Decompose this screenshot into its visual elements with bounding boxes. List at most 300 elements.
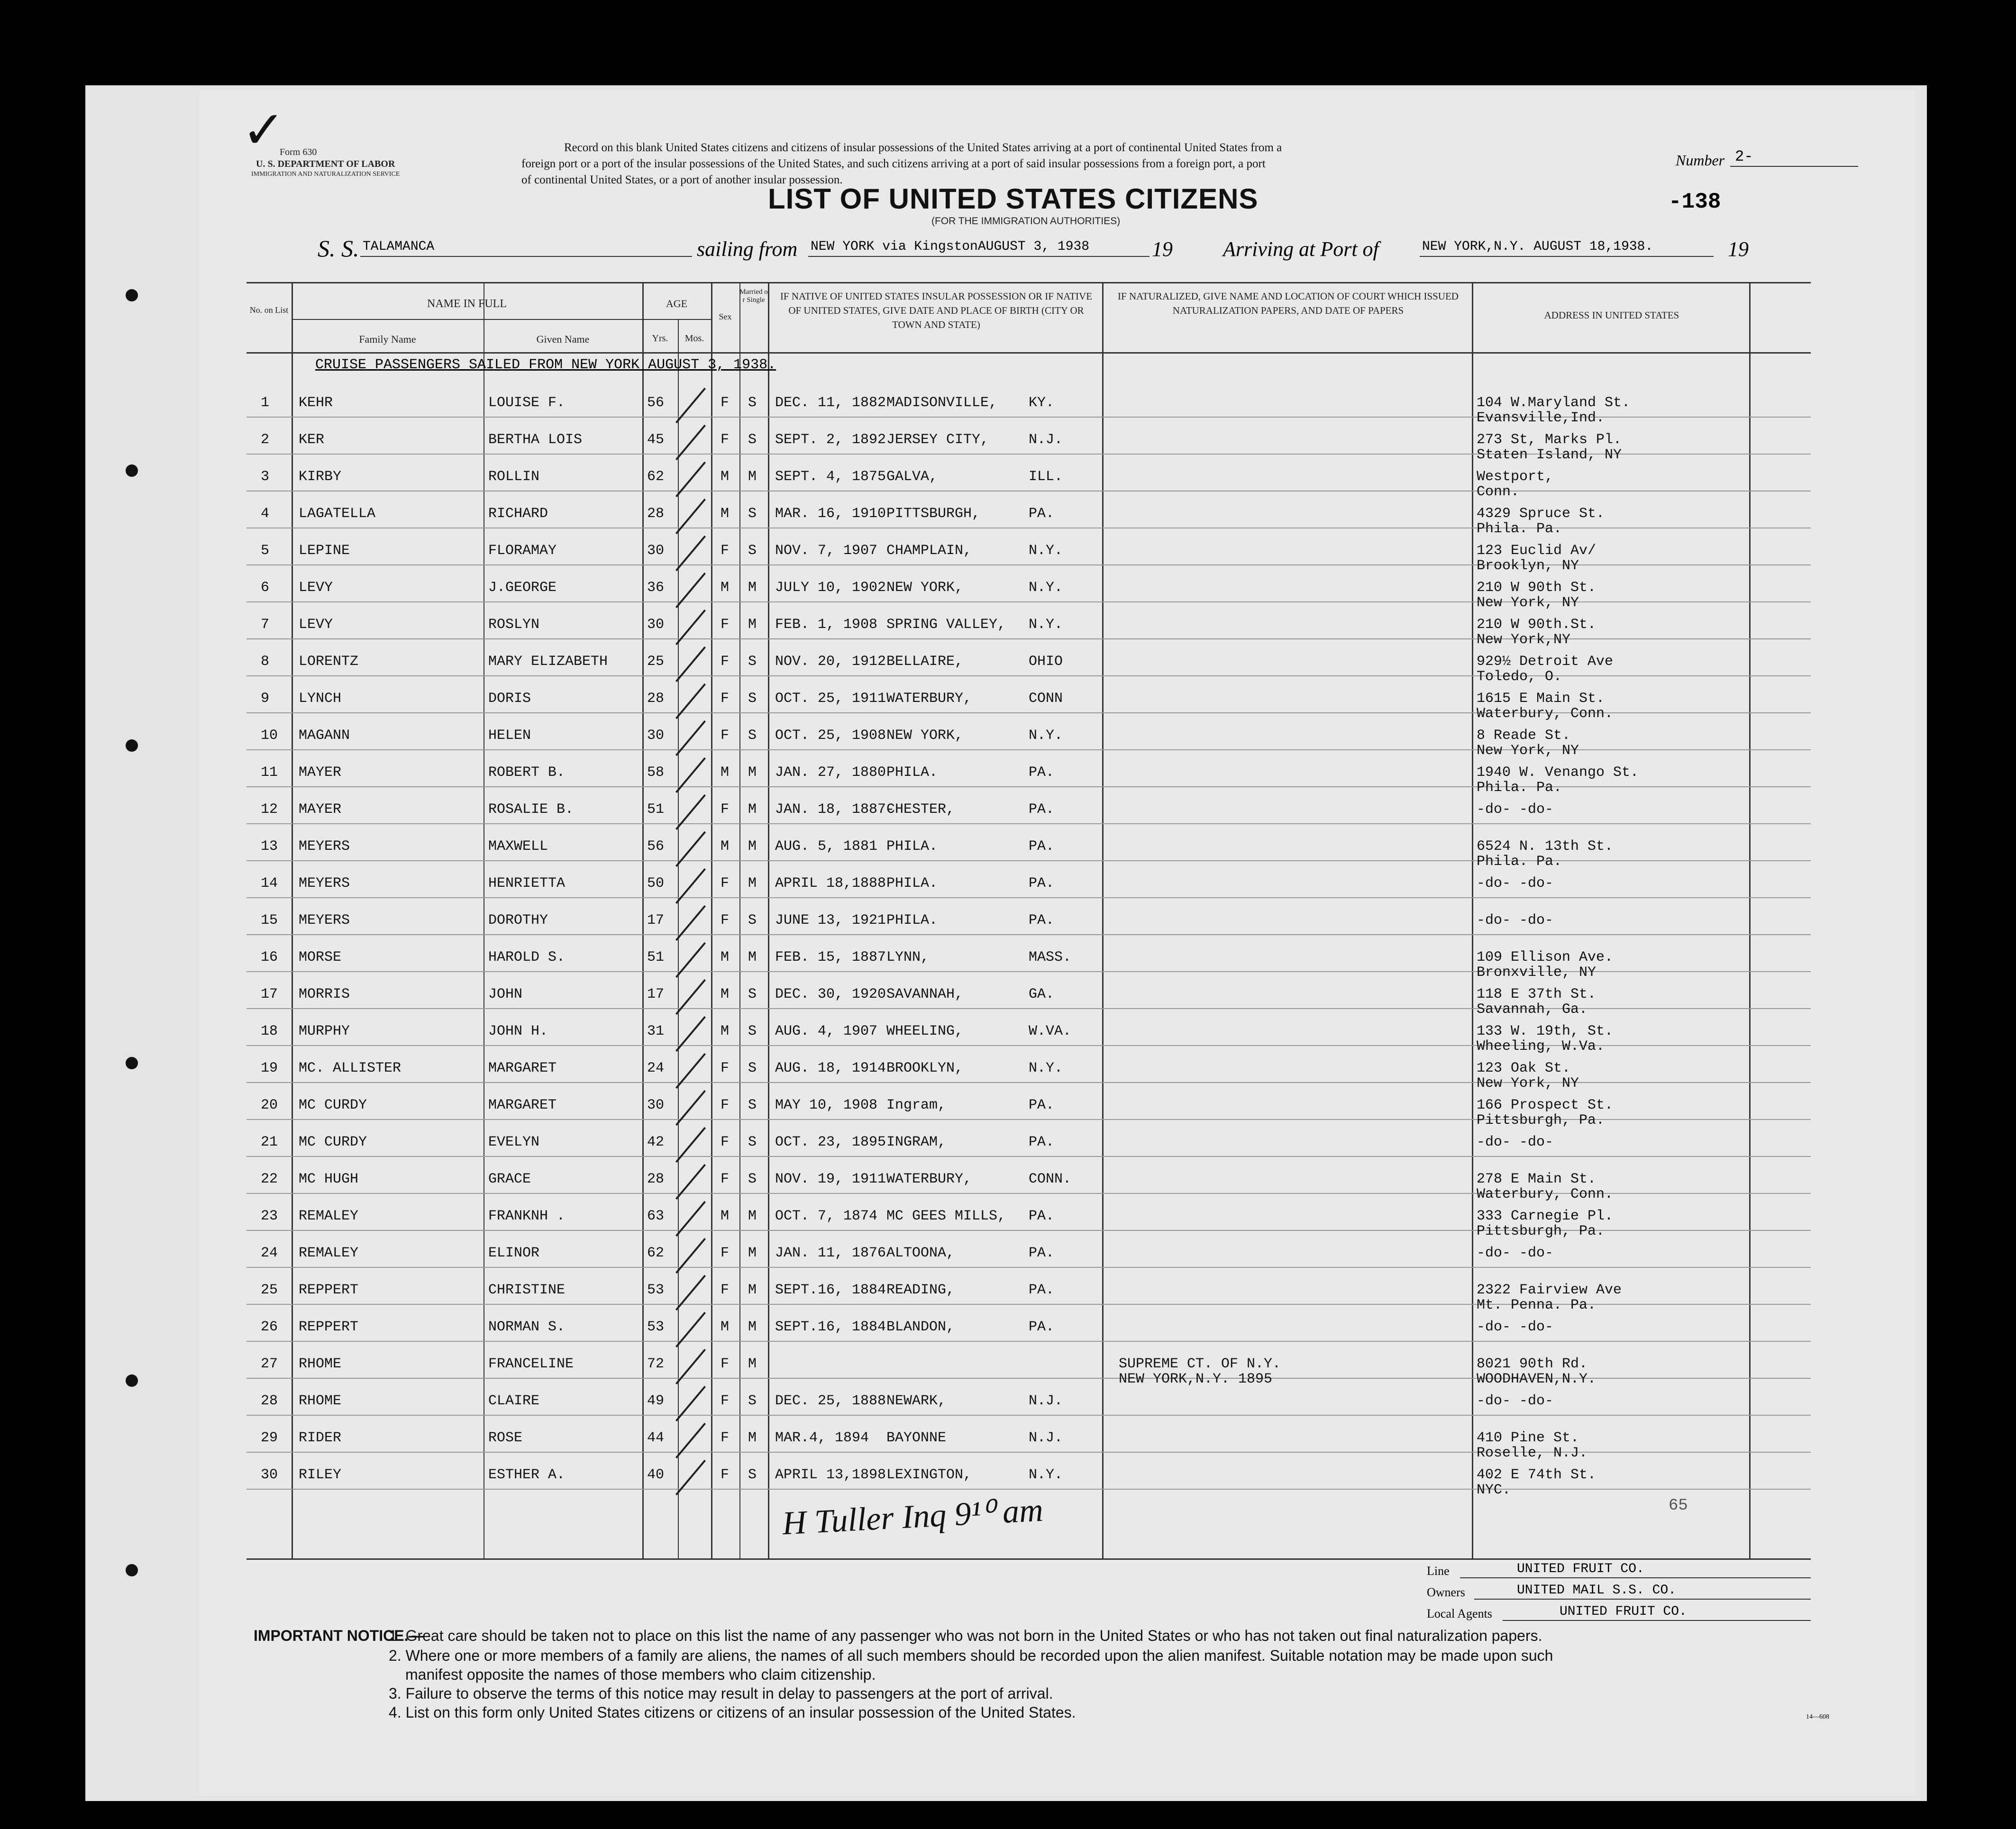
birth-state: KY. — [1029, 395, 1055, 411]
age-years: 45 — [647, 432, 665, 448]
birth-state: PA. — [1029, 764, 1055, 781]
address-line-2: Phila. Pa. — [1477, 854, 1562, 870]
address-line-2: New York, NY — [1477, 595, 1579, 611]
row-number: 11 — [261, 764, 278, 781]
address-line-1: 104 W.Maryland St. — [1477, 395, 1631, 411]
intro-line-1: Record on this blank United States citizens and citizens of insular possessions of the United States arriving at a port of continental United States from a — [564, 141, 1282, 154]
marital-status: S — [748, 395, 757, 411]
family-name: MAGANN — [299, 728, 350, 744]
age-years: 56 — [647, 395, 665, 411]
handwritten-note: H Tuller Inq 9¹⁰ am — [781, 1492, 1044, 1542]
age-years: 25 — [647, 654, 665, 670]
sex: M — [721, 469, 730, 485]
address-line-1: 133 W. 19th, St. — [1477, 1023, 1614, 1039]
birth-state: N.Y. — [1029, 1060, 1063, 1076]
check-tick — [675, 462, 706, 497]
address-line-2: Toledo, O. — [1477, 669, 1562, 685]
col-no: No. on List — [249, 305, 289, 315]
birth-city: LYNN, — [886, 949, 930, 965]
row-number: 26 — [261, 1319, 278, 1335]
check-tick — [675, 1460, 706, 1495]
birth-state: PA. — [1029, 875, 1055, 892]
sex: F — [721, 1467, 730, 1483]
address-line-1: 6524 N. 13th St. — [1477, 838, 1614, 855]
sex: F — [721, 1430, 730, 1446]
birth-state: CONN — [1029, 691, 1063, 707]
row-number: 15 — [261, 912, 278, 928]
birth-city: PHILA. — [886, 875, 938, 892]
birth-city: GALVA, — [886, 469, 938, 485]
address-line-1: 166 Prospect St. — [1477, 1097, 1614, 1113]
marital-status: M — [748, 1430, 757, 1446]
notice-1: 1. Great care should be taken not to place on this list the name of any passenger who was not born in the United States or who has not taken out final naturalization papers. — [389, 1627, 1542, 1644]
age-years: 51 — [647, 949, 665, 965]
birth-city: INGRAM, — [886, 1134, 947, 1150]
age-years: 58 — [647, 764, 665, 781]
birth-city: PHILA. — [886, 838, 938, 855]
row-divider — [246, 897, 1811, 898]
birth-city: Ingram, — [886, 1097, 947, 1113]
sex: F — [721, 1171, 730, 1187]
line-label: Line — [1427, 1564, 1450, 1578]
sex: F — [721, 1393, 730, 1409]
sex: M — [721, 764, 730, 781]
row-number: 23 — [261, 1208, 278, 1224]
given-name: RICHARD — [488, 506, 548, 522]
number-value: 2- — [1735, 148, 1753, 165]
address-line-1: 210 W 90th.St. — [1477, 617, 1596, 633]
check-tick — [675, 979, 706, 1015]
sex: F — [721, 617, 730, 633]
service-label: IMMIGRATION AND NATURALIZATION SERVICE — [251, 171, 400, 178]
agents-value: UNITED FRUIT CO. — [1560, 1604, 1687, 1619]
col-naturalized: IF NATURALIZED, GIVE NAME AND LOCATION OF COURT WHICH ISSUED NATURALIZATION PAPERS, AND DATE OF PAPERS — [1118, 291, 1459, 316]
birth-state: N.J. — [1029, 1430, 1063, 1446]
given-name: ESTHER A. — [488, 1467, 566, 1483]
check-tick — [675, 1090, 706, 1126]
arriving-label: Arriving at Port of — [1223, 237, 1379, 261]
birth-city: NEWARK, — [886, 1393, 947, 1409]
marital-status: M — [748, 1208, 757, 1224]
check-tick — [675, 388, 706, 423]
sex: F — [721, 432, 730, 448]
birth-date: SEPT.16, 1884 — [775, 1319, 886, 1335]
marital-status: M — [748, 838, 757, 855]
birth-state: PA. — [1029, 838, 1055, 855]
intro-line-2: foreign port or a port of the insular possessions of the United States, and such citizens arriving at a port of said insular possessions from a foreign port, a port — [521, 157, 1266, 170]
family-name: MEYERS — [299, 875, 350, 892]
address-line-1: 402 E 74th St. — [1477, 1467, 1596, 1483]
age-years: 17 — [647, 912, 665, 928]
address-line-1: 123 Euclid Av/ — [1477, 543, 1596, 559]
sailing-label: sailing from — [697, 237, 798, 261]
age-years: 28 — [647, 1171, 665, 1187]
row-number: 7 — [261, 617, 270, 633]
age-years: 53 — [647, 1319, 665, 1335]
address-line-1: 929½ Detroit Ave — [1477, 654, 1614, 670]
row-number: 28 — [261, 1393, 278, 1409]
age-years: 17 — [647, 986, 665, 1002]
notice-3: 3. Failure to observe the terms of this notice may result in delay to passengers at the port of arrival. — [389, 1685, 1053, 1702]
birth-state: OHIO — [1029, 654, 1063, 670]
address-line-2: Phila. Pa. — [1477, 521, 1562, 537]
address-line-1: -do- -do- — [1477, 1319, 1554, 1335]
binder-hole — [126, 289, 138, 301]
check-tick — [675, 610, 706, 645]
row-number: 16 — [261, 949, 278, 965]
address-line-1: -do- -do- — [1477, 1134, 1554, 1150]
given-name: MAXWELL — [488, 838, 548, 855]
birth-state: CONN. — [1029, 1171, 1072, 1187]
address-line-2: Wheeling, W.Va. — [1477, 1038, 1605, 1055]
row-number: 6 — [261, 580, 270, 596]
row-divider — [246, 1341, 1811, 1342]
sex: M — [721, 1023, 730, 1039]
page-stamp: -138 — [1669, 190, 1721, 214]
birth-date: MAY 10, 1908 — [775, 1097, 878, 1113]
check-tick — [675, 905, 706, 941]
given-name: MARGARET — [488, 1060, 557, 1076]
birth-date: MAR.4, 1894 — [775, 1430, 869, 1446]
family-name: MURPHY — [299, 1023, 350, 1039]
passenger-table — [246, 282, 1811, 1560]
check-mark: ✓ — [242, 101, 286, 159]
marital-status: M — [748, 1356, 757, 1372]
birth-state: PA. — [1029, 1319, 1055, 1335]
binder-hole — [126, 1057, 138, 1069]
age-years: 30 — [647, 617, 665, 633]
birth-date: SEPT.16, 1884 — [775, 1282, 886, 1298]
family-name: RIDER — [299, 1430, 342, 1446]
sex: F — [721, 691, 730, 707]
binder-hole — [126, 464, 138, 477]
given-name: CLAIRE — [488, 1393, 540, 1409]
col-name-in-full: NAME IN FULL — [427, 298, 507, 310]
sex: F — [721, 1134, 730, 1150]
row-number: 9 — [261, 691, 270, 707]
col-birth: IF NATIVE OF UNITED STATES INSULAR POSSESSION OR IF NATIVE OF UNITED STATES, GIVE DATE AND PLACE OF BIRTH (CITY OR TOWN AND STATE) — [780, 291, 1093, 330]
birth-city: NEW YORK, — [886, 580, 964, 596]
row-number: 13 — [261, 838, 278, 855]
row-divider — [246, 823, 1811, 824]
age-years: 30 — [647, 543, 665, 559]
check-tick — [675, 868, 706, 904]
form-number: Form 630 — [280, 147, 317, 157]
address-line-1: 123 Oak St. — [1477, 1060, 1571, 1076]
sex: M — [721, 580, 730, 596]
family-name: REMALEY — [299, 1245, 359, 1261]
check-tick — [675, 425, 706, 460]
check-tick — [675, 1164, 706, 1200]
row-number: 22 — [261, 1171, 278, 1187]
address-line-2: New York, NY — [1477, 1075, 1579, 1092]
birth-city: PITTSBURGH, — [886, 506, 981, 522]
birth-date: JULY 10, 1902 — [775, 580, 886, 596]
row-number: 1 — [261, 395, 270, 411]
binder-hole — [126, 739, 138, 752]
check-tick — [675, 499, 706, 534]
age-years: 30 — [647, 728, 665, 744]
birth-city: READING, — [886, 1282, 955, 1298]
given-name: JOHN — [488, 986, 523, 1002]
year-prefix-2: 19 — [1728, 237, 1749, 261]
family-name: MC HUGH — [299, 1171, 359, 1187]
birth-state: N.Y. — [1029, 617, 1063, 633]
row-number: 14 — [261, 875, 278, 892]
row-number: 2 — [261, 432, 270, 448]
sex: F — [721, 543, 730, 559]
check-tick — [675, 1201, 706, 1237]
marital-status: S — [748, 1134, 757, 1150]
notice-2-cont: manifest opposite the names of those members who claim citizenship. — [405, 1666, 876, 1683]
marital-status: M — [748, 580, 757, 596]
marital-status: S — [748, 1097, 757, 1113]
intro-line-3: of continental United States, or a port of another insular possession. — [521, 173, 843, 186]
manifest-sheet — [199, 90, 1915, 1796]
cruise-note: CRUISE PASSENGERS SAILED FROM NEW YORK AUGUST 3, 1938. — [315, 357, 776, 373]
row-divider — [246, 860, 1811, 861]
marital-status: S — [748, 1060, 757, 1076]
given-name: JOHN H. — [488, 1023, 548, 1039]
address-line-1: -do- -do- — [1477, 912, 1554, 928]
birth-date: JAN. 18, 1887- — [775, 801, 895, 818]
sex: M — [721, 838, 730, 855]
marital-status: S — [748, 986, 757, 1002]
address-line-2: Pittsburgh, Pa. — [1477, 1112, 1605, 1128]
birth-state: N.Y. — [1029, 543, 1063, 559]
given-name: DORIS — [488, 691, 531, 707]
age-years: 72 — [647, 1356, 665, 1372]
given-name: ROLLIN — [488, 469, 540, 485]
row-number: 4 — [261, 506, 270, 522]
family-name: KER — [299, 432, 325, 448]
family-name: MC CURDY — [299, 1097, 367, 1113]
check-tick — [675, 1423, 706, 1458]
page-subtitle: (FOR THE IMMIGRATION AUTHORITIES) — [931, 216, 1121, 227]
birth-date: FEB. 15, 1887 — [775, 949, 886, 965]
sex: F — [721, 1356, 730, 1372]
given-name: ROSLYN — [488, 617, 540, 633]
row-number: 21 — [261, 1134, 278, 1150]
marital-status: M — [748, 1245, 757, 1261]
family-name: MORRIS — [299, 986, 350, 1002]
naturalization-court: SUPREME CT. OF N.Y. — [1119, 1356, 1281, 1372]
family-name: MEYERS — [299, 912, 350, 928]
binder-hole — [126, 1374, 138, 1387]
row-number: 10 — [261, 728, 278, 744]
age-years: 63 — [647, 1208, 665, 1224]
family-name: KIRBY — [299, 469, 342, 485]
address-line-2: Bronxville, NY — [1477, 965, 1596, 981]
sailing-value: NEW YORK via KingstonAUGUST 3, 1938 — [811, 239, 1090, 254]
birth-state: N.J. — [1029, 432, 1063, 448]
birth-city: MC GEES MILLS, — [886, 1208, 1006, 1224]
family-name: REPPERT — [299, 1282, 359, 1298]
family-name: RHOME — [299, 1356, 342, 1372]
birth-state: PA. — [1029, 1134, 1055, 1150]
address-line-1: 410 Pine St. — [1477, 1430, 1579, 1446]
age-years: 53 — [647, 1282, 665, 1298]
address-line-1: 2322 Fairview Ave — [1477, 1282, 1622, 1298]
family-name: MORSE — [299, 949, 342, 965]
form-code: 14—608 — [1806, 1713, 1829, 1720]
age-years: 24 — [647, 1060, 665, 1076]
row-divider — [246, 1489, 1811, 1490]
given-name: GRACE — [488, 1171, 531, 1187]
birth-date: AUG. 4, 1907 — [775, 1023, 878, 1039]
marital-status: S — [748, 728, 757, 744]
marital-status: S — [748, 1467, 757, 1483]
address-line-1: -do- -do- — [1477, 875, 1554, 892]
birth-date: JAN. 11, 1876 — [775, 1245, 886, 1261]
birth-city: WATERBURY, — [886, 1171, 972, 1187]
given-name: NORMAN S. — [488, 1319, 566, 1335]
given-name: MARGARET — [488, 1097, 557, 1113]
marital-status: S — [748, 1023, 757, 1039]
intro-text — [521, 140, 1659, 188]
marital-status: M — [748, 801, 757, 818]
birth-city: CHESTER, — [886, 801, 955, 818]
address-line-1: 1615 E Main St. — [1477, 691, 1605, 707]
check-tick — [675, 1127, 706, 1163]
owners-label: Owners — [1427, 1585, 1465, 1599]
birth-date: FEB. 1, 1908 — [775, 617, 878, 633]
address-line-2: Waterbury, Conn. — [1477, 706, 1614, 722]
address-line-2: Phila. Pa. — [1477, 780, 1562, 796]
address-line-2: Pittsburgh, Pa. — [1477, 1223, 1605, 1239]
address-line-1: 4329 Spruce St. — [1477, 506, 1605, 522]
notice-2: 2. Where one or more members of a family are aliens, the names of all such members should be recorded upon the alien manifest. Suitable notation may be made upon such — [389, 1647, 1553, 1664]
family-name: MC. ALLISTER — [299, 1060, 401, 1076]
row-divider — [246, 934, 1811, 935]
col-yrs: Yrs. — [652, 333, 668, 344]
birth-state: W.VA. — [1029, 1023, 1072, 1039]
address-line-1: 8 Reade St. — [1477, 728, 1571, 744]
age-years: 30 — [647, 1097, 665, 1113]
page-count-note: 65 — [1669, 1497, 1688, 1515]
birth-city: CHAMPLAIN, — [886, 543, 972, 559]
given-name: J.GEORGE — [488, 580, 557, 596]
birth-city: BROOKLYN, — [886, 1060, 964, 1076]
marital-status: S — [748, 1171, 757, 1187]
birth-state: ILL. — [1029, 469, 1063, 485]
birth-state: PA. — [1029, 506, 1055, 522]
birth-city: WATERBURY, — [886, 691, 972, 707]
row-number: 18 — [261, 1023, 278, 1039]
address-line-2: WOODHAVEN,N.Y. — [1477, 1371, 1596, 1387]
birth-city: ALTOONA, — [886, 1245, 955, 1261]
age-years: 62 — [647, 469, 665, 485]
address-line-2: Mt. Penna. Pa. — [1477, 1297, 1596, 1313]
col-age: AGE — [666, 298, 688, 309]
notice-title: IMPORTANT NOTICE.— — [254, 1627, 424, 1644]
age-years: 42 — [647, 1134, 665, 1150]
check-tick — [675, 1053, 706, 1089]
address-line-1: 210 W 90th St. — [1477, 580, 1596, 596]
birth-date: OCT. 25, 1908 — [775, 728, 886, 744]
given-name: FRANCELINE — [488, 1356, 574, 1372]
row-number: 17 — [261, 986, 278, 1002]
sex: F — [721, 728, 730, 744]
marital-status: S — [748, 506, 757, 522]
col-address: ADDRESS IN UNITED STATES — [1544, 309, 1679, 321]
birth-state: N.Y. — [1029, 1467, 1063, 1483]
check-tick — [675, 1238, 706, 1274]
row-divider — [246, 638, 1811, 639]
col-married: Married or Single — [739, 288, 768, 304]
marital-status: M — [748, 875, 757, 892]
row-divider — [246, 1267, 1811, 1268]
family-name: LORENTZ — [299, 654, 359, 670]
address-line-1: -do- -do- — [1477, 1393, 1554, 1409]
birth-state: PA. — [1029, 1097, 1055, 1113]
address-line-1: -do- -do- — [1477, 1245, 1554, 1261]
family-name: MAYER — [299, 801, 342, 818]
marital-status: M — [748, 1282, 757, 1298]
agents-label: Local Agents — [1427, 1607, 1492, 1620]
address-line-2: New York, NY — [1477, 743, 1579, 759]
birth-city: SAVANNAH, — [886, 986, 964, 1002]
address-line-2: Staten Island, NY — [1477, 447, 1622, 463]
row-number: 3 — [261, 469, 270, 485]
document-page — [85, 85, 1927, 1801]
naturalization-place: NEW YORK,N.Y. 1895 — [1119, 1371, 1273, 1387]
notice-4: 4. List on this form only United States citizens or citizens of an insular possession of the United States. — [389, 1704, 1076, 1721]
birth-date: OCT. 23, 1895 — [775, 1134, 886, 1150]
marital-status: M — [748, 764, 757, 781]
birth-date: SEPT. 2, 1892 — [775, 432, 886, 448]
row-number: 8 — [261, 654, 270, 670]
marital-status: S — [748, 432, 757, 448]
marital-status: S — [748, 1393, 757, 1409]
number-label: Number — [1676, 152, 1725, 169]
check-tick — [675, 720, 706, 756]
marital-status: M — [748, 949, 757, 965]
birth-date: APRIL 13,1898 — [775, 1467, 886, 1483]
age-years: 49 — [647, 1393, 665, 1409]
given-name: FRANKNH . — [488, 1208, 566, 1224]
sex: F — [721, 395, 730, 411]
binder-hole — [126, 1564, 138, 1576]
birth-date: DEC. 11, 1882 — [775, 395, 886, 411]
sex: M — [721, 986, 730, 1002]
address-line-1: 109 Ellison Ave. — [1477, 949, 1614, 965]
birth-date: JUNE 13, 1921 — [775, 912, 886, 928]
address-line-2: Brooklyn, NY — [1477, 558, 1579, 574]
row-number: 12 — [261, 801, 278, 818]
address-line-2: New York,NY — [1477, 632, 1571, 648]
marital-status: M — [748, 1319, 757, 1335]
family-name: RHOME — [299, 1393, 342, 1409]
birth-city: LEXINGTON, — [886, 1467, 972, 1483]
marital-status: S — [748, 543, 757, 559]
department-label: U. S. DEPARTMENT OF LABOR — [256, 159, 395, 169]
check-tick — [675, 536, 706, 571]
arriving-value: NEW YORK,N.Y. AUGUST 18,1938. — [1422, 239, 1653, 254]
address-line-2: Waterbury, Conn. — [1477, 1186, 1614, 1202]
birth-date: OCT. 25, 1911 — [775, 691, 886, 707]
family-name: MAYER — [299, 764, 342, 781]
birth-city: NEW YORK, — [886, 728, 964, 744]
birth-state: PA. — [1029, 1208, 1055, 1224]
check-tick — [675, 683, 706, 719]
address-line-1: Westport, — [1477, 469, 1554, 485]
check-tick — [675, 831, 706, 867]
col-given: Given Name — [536, 333, 590, 345]
address-line-1: 8021 90th Rd. — [1477, 1356, 1588, 1372]
check-tick — [675, 1312, 706, 1347]
sex: F — [721, 1245, 730, 1261]
